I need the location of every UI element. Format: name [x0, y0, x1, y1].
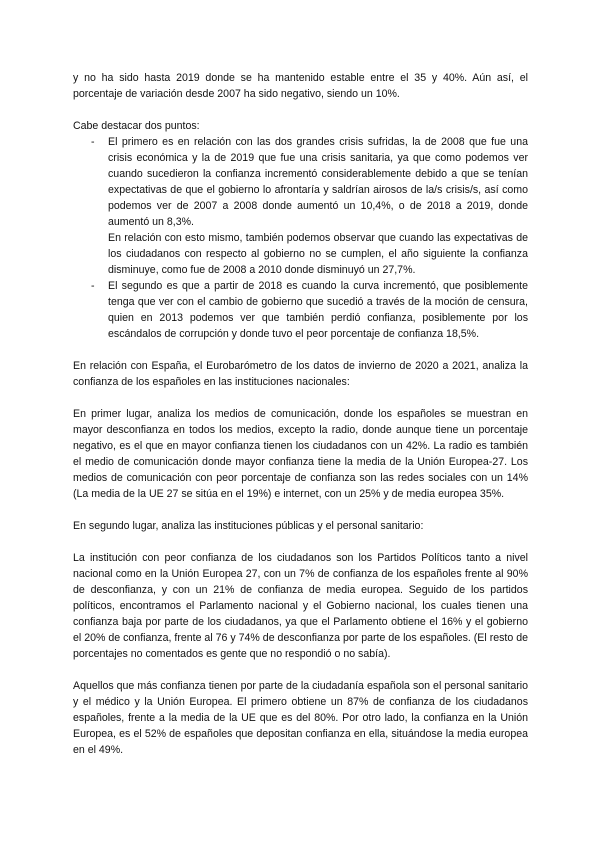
list-item-paragraph: El segundo es que a partir de 2018 es cuando la curva incrementó, que posiblemente tenga que ver con el cambio de gobierno que sucedió a través de la moción de censura, quien en 2013 podemos ver que también perdió confianza, posiblemente por los escándalos de corrupción y donde tuvo el peor porcentaje de confianza 18,5%.: [108, 280, 528, 340]
medios-paragraph: En primer lugar, analiza los medios de comunicación, donde los españoles se muestran en mayor desconfianza en todos los medios, excepto la radio, donde aunque tiene un porcentaje negativo, es el que en mayor confianza tienen los ciudadanos con un 42%. La radio es también el medio de comunicación donde mayor confianza tiene la media de la Unión Europea-27. Los medios de comunicación con peor porcentaje de confianza son las redes sociales con un 14% (La media de la UE 27 se sitúa en el 19%) e internet, con un 25% y de media europea 35%.: [73, 408, 528, 500]
intro-paragraph: y no ha sido hasta 2019 donde se ha mantenido estable entre el 35 y 40%. Aún así, el porcentaje de variación desde 2007 ha sido negativo, siendo un 10%.: [73, 72, 528, 100]
sanitario-paragraph: Aquellos que más confianza tienen por parte de la ciudadanía española son el personal sanitario y el médico y la Unión Europea. El primero obtiene un 87% de confianza de los ciudadanos españoles, frente a la media de la UE que es del 80%. Por otro lado, la confianza en la Unión Europea, es el 52% de españoles que depositan confianza en ella, situándose la media europea en el 49%.: [73, 680, 528, 756]
eurobarometro-paragraph: En relación con España, el Eurobarómetro de los datos de invierno de 2020 a 2021, analiza la confianza de los españoles en las instituciones nacionales:: [73, 360, 528, 388]
dash-list: [73, 134, 528, 342]
segundo-lugar-paragraph: En segundo lugar, analiza las instituciones públicas y el personal sanitario:: [73, 520, 424, 532]
list-marker: -: [91, 280, 95, 292]
list-item-paragraph: En relación con esto mismo, también podemos observar que cuando las expectativas de los ciudadanos con respecto al gobierno no se cumplen, el año siguiente la confianza disminuye, como fue de 2008 a 2010 donde disminuyó un 27,7%.: [108, 232, 528, 276]
list-item-paragraph: El primero es en relación con las dos grandes crisis sufridas, la de 2008 que fue una crisis económica y la de 2019 que fue una crisis sanitaria, ya que como podemos ver cuando sucedieron la confianza incrementó considerablemente debido a que se tenían expectativas de que el gobierno lo afrontaría y saldrían airosos de la/s crisis/s, así como podemos ver de 2007 a 2008 donde aumentó un 10,4%, o de 2018 a 2019, donde aumentó un 8,3%.: [108, 136, 528, 228]
list-intro: Cabe destacar dos puntos:: [73, 120, 200, 132]
list-marker: -: [91, 136, 95, 148]
document-body: [73, 70, 528, 774]
instituciones-paragraph: La institución con peor confianza de los ciudadanos son los Partidos Políticos tanto a nivel nacional como en la Unión Europea 27, con un 7% de confianza de los españoles frente al 90% de desconfianza, y con un 21% de confianza de media europea. Seguido de los partidos políticos, encontramos el Parlamento nacional y el Gobierno nacional, los cuales tienen una confianza baja por parte de los ciudadanos, ya que el Parlamento obtiene el 16% y el gobierno el 20% de confianza, frente al 76 y 74% de desconfianza por parte de los españoles. (El resto de porcentajes no comentados es gente que no respondió o no sabía).: [73, 552, 528, 660]
list-item: [73, 134, 528, 278]
list-item: [73, 278, 528, 342]
